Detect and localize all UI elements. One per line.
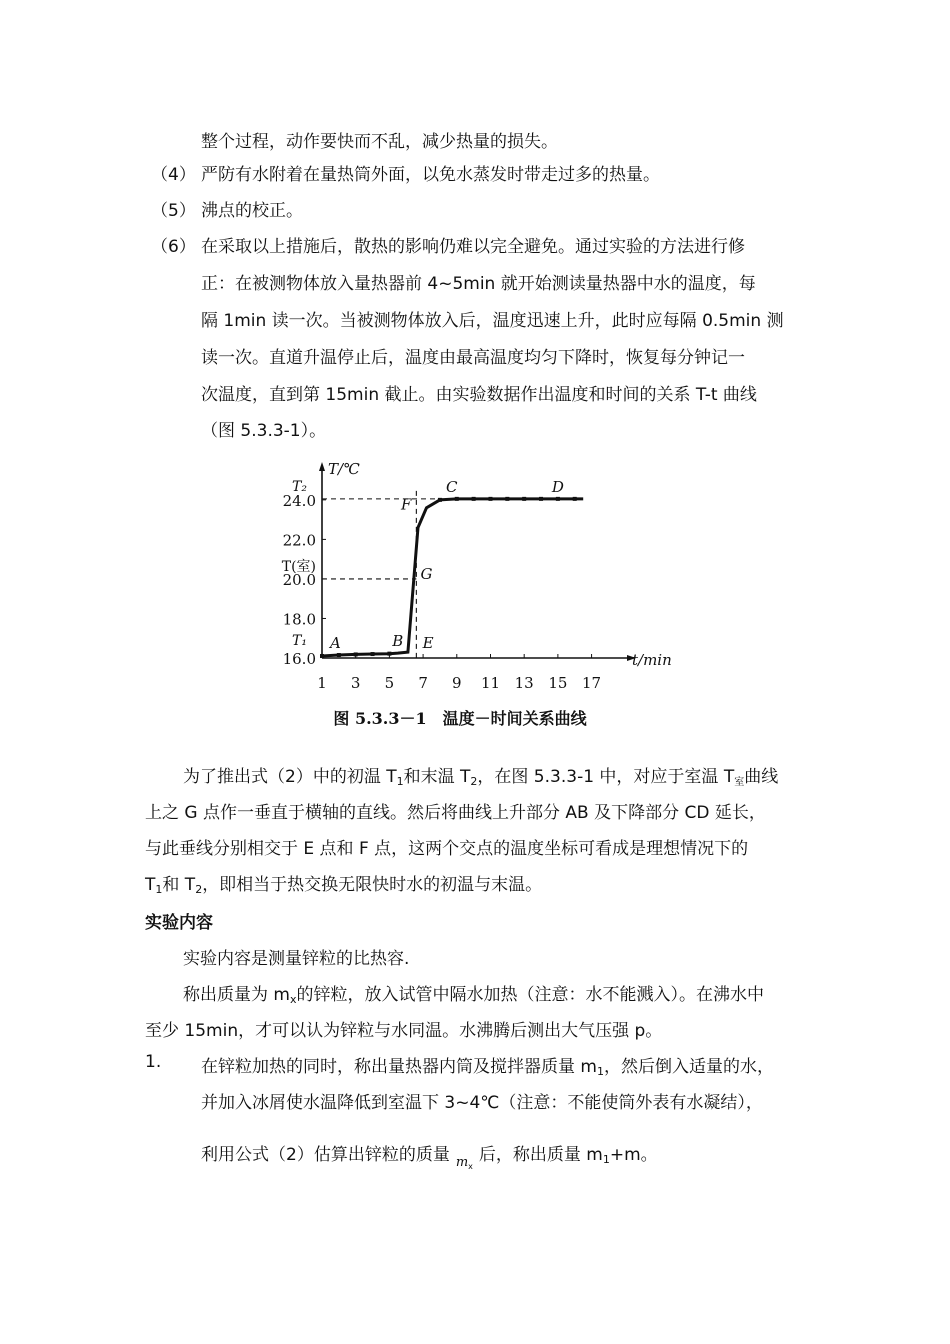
x-tick-label: 17 [582,674,602,692]
point-label-b: B [392,632,404,651]
y-tick-label: 18.0 [282,610,316,629]
x-tick-label: 5 [384,674,395,692]
temperature-time-chart [270,458,680,738]
data-point [539,497,543,501]
t-room-label: T(室) [281,558,316,575]
item-number: （5） [151,201,196,221]
item-text: （图 5.3.3-1）。 [201,421,327,441]
x-tick-label: 15 [548,674,568,692]
item-text: 在采取以上措施后，散热的影响仍难以完全避免。通过实验的方法进行修 [201,237,745,257]
paragraph-line: 实验内容是测量锌粒的比热容. [183,949,410,969]
paragraph-line: 称出质量为 $m_x$的锌粒，放入试管中隔水加热（注意：水不能溅入）。在沸水中 [183,985,764,1006]
item-text: 沸点的校正。 [201,201,303,221]
y-axis-label: T/℃ [328,460,360,478]
y-tick-label: 22.0 [282,531,316,550]
data-point [573,497,577,501]
x-tick-label: 7 [418,674,428,692]
step-text: 在锌粒加热的同时，称出量热器内筒及搅拌器质量 $m_1$，然后倒入适量的水， [201,1057,774,1078]
point-label-f: F [401,495,412,514]
data-point [455,497,459,501]
step-text: 利用公式（2）估算出锌粒的质量 $_{mx}$后，称出质量 $m_1+m$。 [201,1145,658,1171]
data-point [556,497,560,501]
y-tick-label: 16.0 [282,650,316,668]
y-axis-arrow [319,462,325,471]
y-tick-label: 24.0 [282,491,316,510]
data-point [522,497,526,501]
data-point [354,652,358,656]
data-point [387,652,391,656]
data-point [438,498,442,502]
item-number: （6） [151,237,196,257]
t2-label: T₂ [292,478,307,495]
paragraph-line: 为了推出式（2）中的初温 $T_1$和末温 $T_2$，在图 5.3.3-1 中，对应于室温 $T_室$曲线 [183,767,779,788]
point-label-c: C [445,477,458,496]
x-tick-label: 9 [452,674,462,692]
paragraph-line: 与此垂线分别相交于 E 点和 F 点，这两个交点的温度坐标可看成是理想情况下的 [145,839,749,859]
item-text: 正：在被测物体放入量热器前 4~5min 就开始测读量热器中水的温度，每 [201,274,756,294]
x-axis-label: t/min [632,651,672,669]
step-text: 并加入冰屑使水温降低到室温下 3~4℃（注意：不能使筒外表有水凝结）， [201,1093,763,1113]
step-number: 1. [145,1052,162,1072]
item-number: （4） [151,165,196,185]
item-text: 读一次。直道升温停止后，温度由最高温度均匀下降时，恢复每分钟记一 [201,348,745,368]
data-point [371,652,375,656]
item-text: 严防有水附着在量热筒外面，以免水蒸发时带走过多的热量。 [201,165,660,185]
point-label-d: D [551,477,564,496]
point-label-e: E [422,634,434,653]
point-label-g: G [420,564,433,583]
item-text: 隔 1min 读一次。当被测物体放入后，温度迅速上升，此时应每隔 0.5min 测 [201,311,784,331]
x-tick-label: 13 [514,674,534,692]
data-point [488,497,492,501]
y-tick-label: 20.0 [282,570,316,589]
t1-label: T₁ [292,633,307,649]
section-heading: 实验内容 [145,913,213,933]
paragraph-line: $T_1$和 $T_2$，即相当于热交换无限快时水的初温与末温。 [145,875,543,896]
figure-caption: 图 5.3.3－1 温度－时间关系曲线 [333,709,587,728]
data-point [505,497,509,501]
item-text: 次温度，直到第 15min 截止。由实验数据作出温度和时间的关系 T-t 曲线 [201,385,757,405]
x-tick-label: 1 [317,674,327,692]
point-label-a: A [330,634,341,653]
x-tick-label: 3 [350,674,361,692]
x-tick-label: 11 [480,674,501,692]
temperature-curve [322,499,583,656]
paragraph-line: 上之 G 点作一垂直于横轴的直线。然后将曲线上升部分 AB 及下降部分 CD 延长， [145,803,766,823]
data-point [472,497,476,501]
text-line: 整个过程，动作要快而不乱，减少热量的损失。 [201,132,558,152]
data-point [320,654,324,658]
paragraph-line: 至少 15min，才可以认为锌粒与水同温。水沸腾后测出大气压强 p。 [145,1021,663,1041]
data-point [337,653,341,657]
